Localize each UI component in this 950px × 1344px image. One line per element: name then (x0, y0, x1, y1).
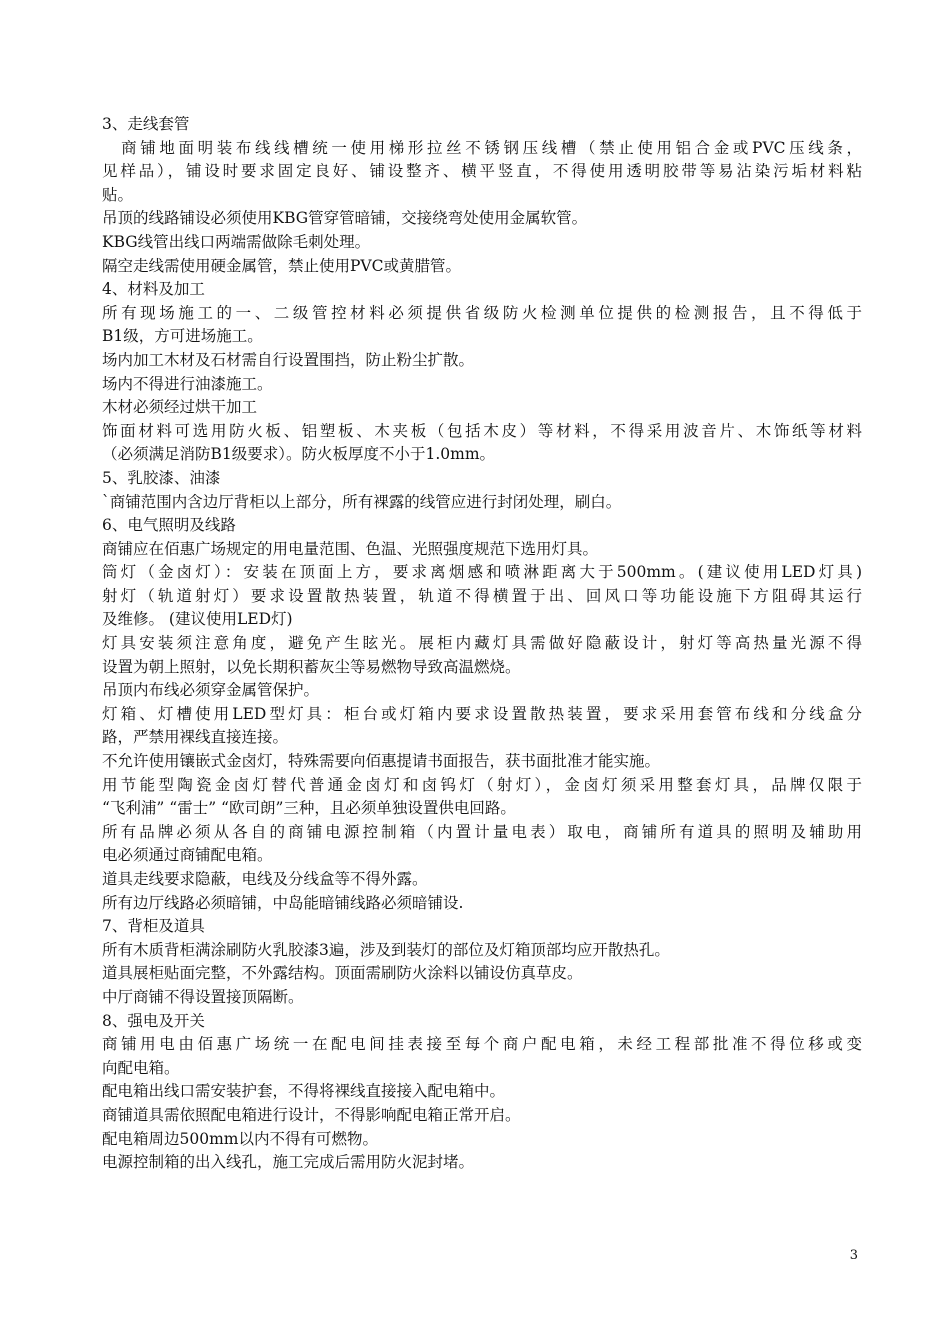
page-number: 3 (849, 1248, 858, 1263)
paragraph-line: 配电箱出线口需安装护套，不得将裸线直接接入配电箱中。 (102, 1082, 506, 1101)
paragraph-line: 木材必须经过烘干加工 (102, 398, 258, 417)
paragraph-line: `商铺范围内含边厅背柜以上部分，所有裸露的线管应进行封闭处理，刷白。 (102, 492, 622, 511)
section-heading: 4、材料及加工 (102, 280, 205, 299)
paragraph-line: 商铺用电由佰惠广场统一在配电间挂表接至每个商户配电箱，未经工程部批准不得位移或变 (102, 1035, 862, 1054)
paragraph-line: “飞利浦” “雷士” “欧司朗”三种，且必须单独设置供电回路。 (102, 799, 516, 818)
paragraph-line: 道具走线要求隐蔽，电线及分线盒等不得外露。 (102, 870, 428, 888)
paragraph-line: 所有品牌必须从各自的商铺电源控制箱（内置计量电表）取电，商铺所有道具的照明及辅助用 (102, 822, 862, 841)
paragraph-line: 贴。 (102, 185, 134, 204)
paragraph-line: 商铺道具需依照配电箱进行设计，不得影响配电箱正常开启。 (102, 1105, 521, 1124)
paragraph-line: 场内加工木材及石材需自行设置围挡，防止粉尘扩散。 (102, 350, 475, 369)
paragraph-line: 电必须通过商铺配电箱。 (102, 846, 273, 865)
paragraph-line: 射灯（轨道射灯）要求设置散热装置，轨道不得横置于出、回风口等功能设施下方阻碍其运行 (102, 586, 862, 605)
paragraph-line: 筒灯（金卤灯）：安装在顶面上方，要求离烟感和喷淋距离大于500mm。(建议使用LED灯具) (102, 563, 862, 582)
paragraph-line: 灯具安装须注意角度，避免产生眩光。展柜内藏灯具需做好隐蔽设计，射灯等高热量光源不得 (102, 634, 862, 653)
paragraph-line: 所有木质背柜满涂刷防火乳胶漆3遍，涉及到装灯的部位及灯箱顶部均应开散热孔。 (102, 940, 670, 959)
paragraph-line: 向配电箱。 (102, 1058, 180, 1077)
paragraph-line: 吊顶内布线必须穿金属管保护。 (102, 681, 320, 700)
paragraph-line: 所有现场施工的一、二级管控材料必须提供省级防火检测单位提供的检测报告，且不得低于 (102, 303, 862, 322)
paragraph-line: 设置为朝上照射，以免长期积蓄灰尘等易燃物导致高温燃烧。 (102, 657, 521, 676)
section-heading: 6、电气照明及线路 (102, 516, 236, 535)
section-heading: 3、走线套管 (102, 115, 190, 133)
paragraph-line: 及维修。 (建议使用LED灯) (102, 610, 293, 629)
paragraph-line: 所有边厅线路必须暗铺，中岛能暗铺线路必须暗铺设. (102, 893, 464, 912)
paragraph-line: 见样品），铺设时要求固定良好、铺设整齐、横平竖直，不得使用透明胶带等易沾染污垢材料粘 (102, 162, 862, 181)
paragraph-line: 饰面材料可选用防火板、铝塑板、木夹板（包括木皮）等材料，不得采用波音片、木饰纸等材料 (102, 421, 862, 440)
paragraph-line: 商铺地面明装布线线槽统一使用梯形拉丝不锈钢压线槽（禁止使用铝合金或PVC压线条， (102, 138, 862, 157)
paragraph-line: （必须满足消防B1级要求）。防火板厚度不小于1.0mm。 (102, 445, 496, 464)
paragraph-line: 中厅商铺不得设置接顶隔断。 (102, 987, 304, 1006)
paragraph-line: 不允许使用镶嵌式金卤灯，特殊需要向佰惠提请书面报告，获书面批准才能实施。 (102, 752, 661, 771)
paragraph-line: 道具展柜贴面完整，不外露结构。顶面需刷防火涂料以铺设仿真草皮。 (102, 964, 583, 983)
paragraph-line: KBG线管出线口两端需做除毛刺处理。 (102, 232, 371, 251)
section-heading: 8、强电及开关 (102, 1011, 205, 1030)
paragraph-line: 配电箱周边500mm以内不得有可燃物。 (102, 1129, 378, 1148)
paragraph-line: 场内不得进行油漆施工。 (102, 374, 273, 393)
paragraph-line: 商铺应在佰惠广场规定的用电量范围、色温、光照强度规范下选用灯具。 (102, 539, 599, 558)
paragraph-line: 灯箱、灯槽使用LED型灯具：柜台或灯箱内要求设置散热装置，要求采用套管布线和分线盒分 (102, 704, 862, 723)
paragraph-line: 用节能型陶瓷金卤灯替代普通金卤灯和卤钨灯（射灯），金卤灯须采用整套灯具，品牌仅限于 (102, 775, 862, 794)
paragraph-line: 隔空走线需使用硬金属管，禁止使用PVC或黄腊管。 (102, 256, 461, 275)
section-heading: 7、背柜及道具 (102, 917, 205, 936)
document-body (102, 113, 862, 1175)
paragraph-line: 电源控制箱的出入线孔，施工完成后需用防火泥封堵。 (102, 1153, 475, 1172)
paragraph-line: 吊顶的线路铺设必须使用KBG管穿管暗铺，交接绕弯处使用金属软管。 (102, 209, 588, 228)
paragraph-line: 路，严禁用裸线直接连接。 (102, 728, 289, 747)
section-heading: 5、乳胶漆、油漆 (102, 468, 221, 487)
paragraph-line: B1级，方可进场施工。 (102, 327, 263, 346)
